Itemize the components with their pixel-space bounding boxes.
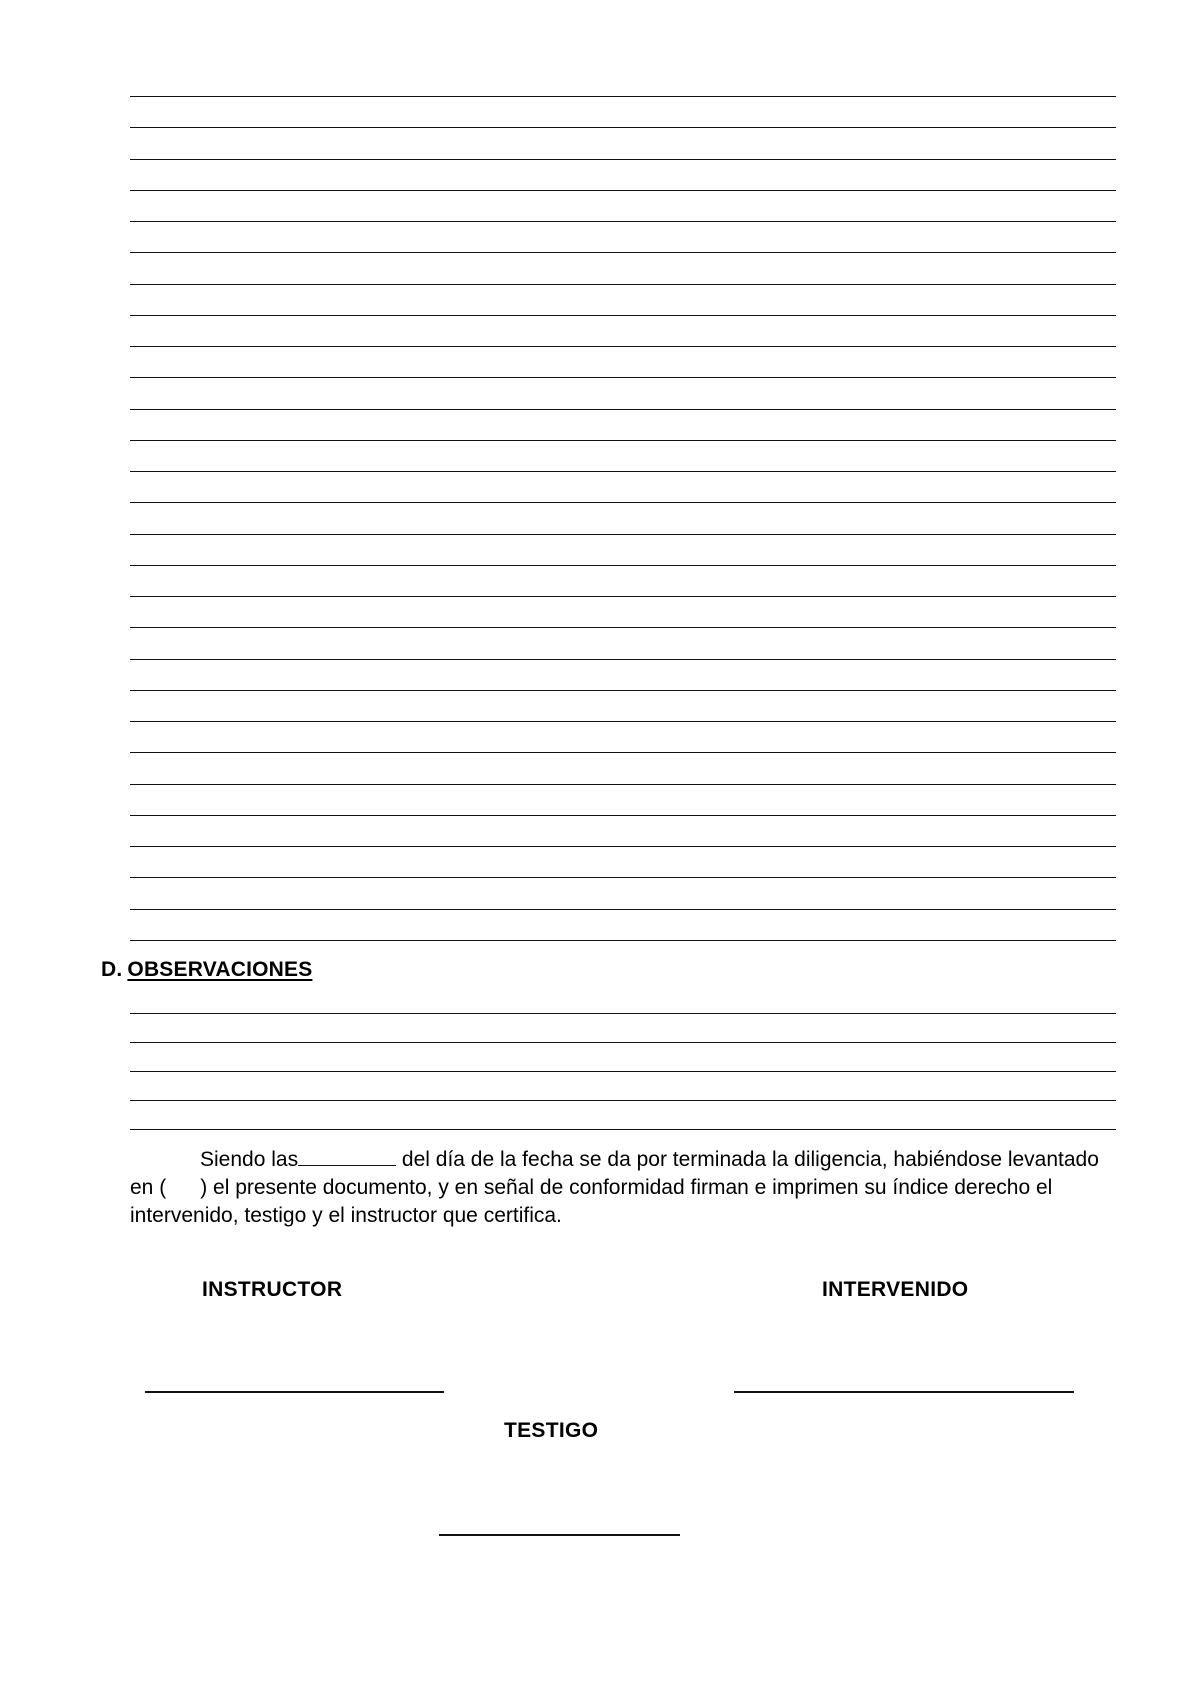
section-letter: D. xyxy=(101,958,123,981)
writing-line[interactable] xyxy=(130,690,1116,691)
writing-line[interactable] xyxy=(130,190,1116,191)
instructor-label: INSTRUCTOR xyxy=(202,1278,343,1301)
writing-line[interactable] xyxy=(130,659,1116,660)
section-title: OBSERVACIONES xyxy=(127,958,313,981)
closing-line-2-suffix: ) el presente documento, y en señal de conformidad firman e imprimen su índice derecho el xyxy=(200,1176,1053,1199)
closing-line-3: intervenido, testigo y el instructor que certifica. xyxy=(130,1204,562,1227)
writing-line[interactable] xyxy=(130,96,1116,97)
writing-line[interactable] xyxy=(130,784,1116,785)
observations-heading xyxy=(101,958,312,982)
writing-line[interactable] xyxy=(130,284,1116,285)
writing-line[interactable] xyxy=(130,846,1116,847)
intervenido-signature-line[interactable] xyxy=(734,1391,1074,1393)
writing-line[interactable] xyxy=(130,252,1116,253)
writing-line[interactable] xyxy=(130,502,1116,503)
testigo-signature-line[interactable] xyxy=(439,1534,680,1536)
writing-line[interactable] xyxy=(130,596,1116,597)
closing-statement xyxy=(130,1145,1120,1230)
observation-line[interactable] xyxy=(130,1129,1116,1130)
observation-line[interactable] xyxy=(130,1013,1116,1014)
writing-line[interactable] xyxy=(130,315,1116,316)
observation-line[interactable] xyxy=(130,1042,1116,1043)
writing-line[interactable] xyxy=(130,721,1116,722)
writing-line[interactable] xyxy=(130,877,1116,878)
writing-line[interactable] xyxy=(130,471,1116,472)
writing-line[interactable] xyxy=(130,221,1116,222)
writing-line[interactable] xyxy=(130,159,1116,160)
closing-line-2 xyxy=(130,1174,1120,1202)
writing-line[interactable] xyxy=(130,346,1116,347)
closing-line-1-suffix: del día de la fecha se da por terminada la diligencia, habiéndose levantado xyxy=(401,1148,1099,1171)
observation-line[interactable] xyxy=(130,1100,1116,1101)
writing-line[interactable] xyxy=(130,409,1116,410)
writing-line[interactable] xyxy=(130,940,1116,941)
time-blank-field[interactable] xyxy=(298,1145,396,1166)
writing-line[interactable] xyxy=(130,752,1116,753)
writing-line[interactable] xyxy=(130,815,1116,816)
observation-line[interactable] xyxy=(130,1071,1116,1072)
writing-line[interactable] xyxy=(130,440,1116,441)
intervenido-label: INTERVENIDO xyxy=(822,1278,969,1301)
writing-line[interactable] xyxy=(130,377,1116,378)
closing-line-2-prefix: en ( xyxy=(130,1176,167,1199)
writing-line[interactable] xyxy=(130,909,1116,910)
writing-line[interactable] xyxy=(130,534,1116,535)
closing-line-1-prefix: Siendo las xyxy=(200,1148,299,1171)
testigo-label: TESTIGO xyxy=(504,1419,599,1442)
writing-line[interactable] xyxy=(130,565,1116,566)
writing-line[interactable] xyxy=(130,127,1116,128)
instructor-signature-line[interactable] xyxy=(145,1391,444,1393)
writing-line[interactable] xyxy=(130,627,1116,628)
closing-line-1 xyxy=(130,1145,1120,1174)
